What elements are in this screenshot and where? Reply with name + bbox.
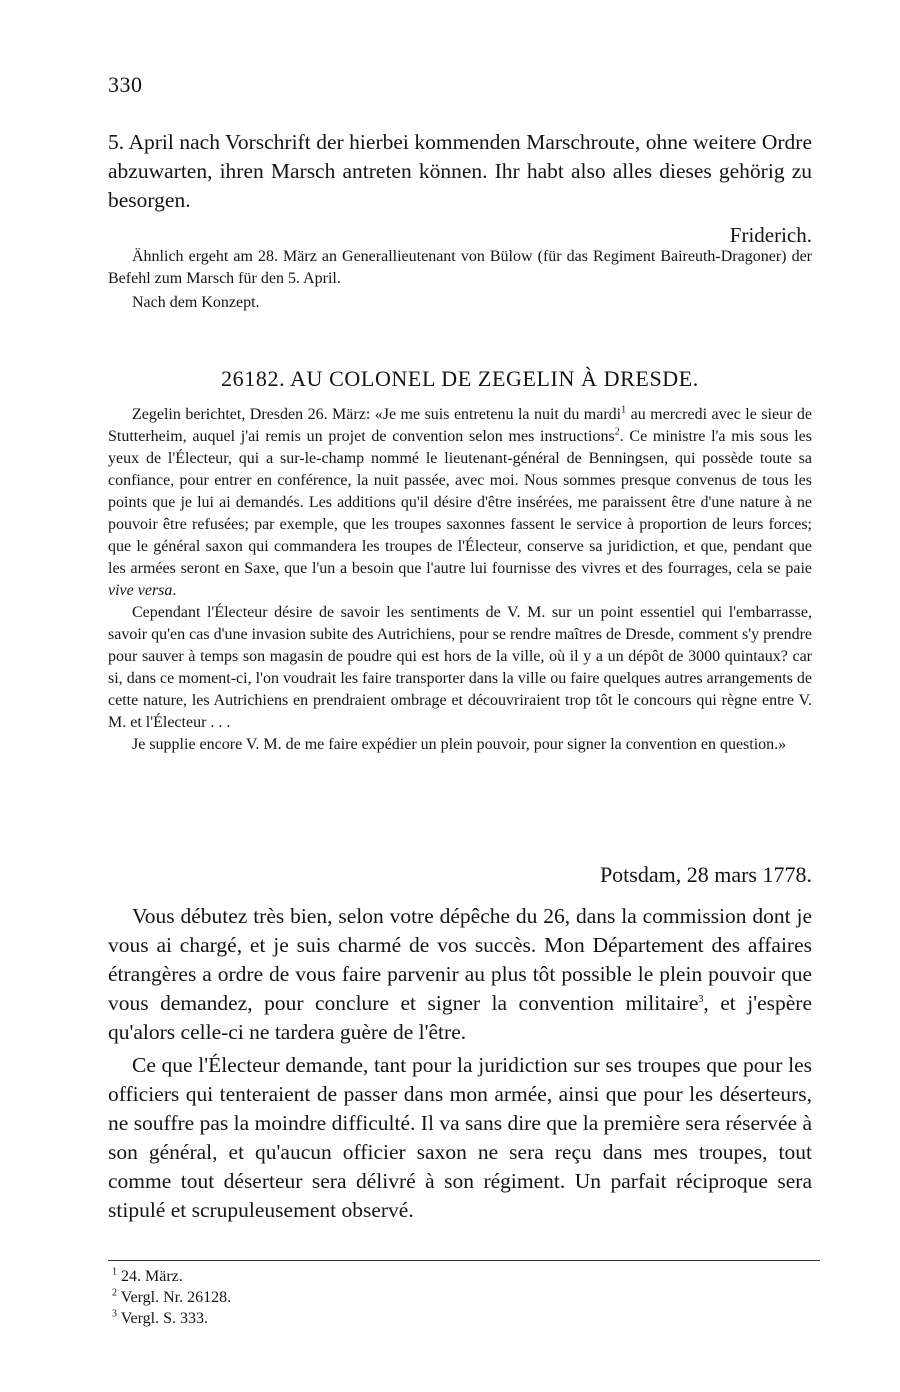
footnote-ref-2: 2 [614, 426, 620, 438]
footnote [112, 1266, 231, 1287]
note-line-1: Ähnlich ergeht am 28. März an Generallieutenant von Bülow (für das Regiment Baireuth-Dragoner) der Befehl zum Marsch für den 5. April. [108, 248, 812, 287]
footnotes [112, 1266, 231, 1329]
letter-p1-part-b: , et j'espère qu'alors celle-ci ne tardera guère de l'être. [108, 991, 812, 1044]
top-letter [108, 128, 812, 250]
footnote-number: 1 [112, 1266, 117, 1278]
report-paragraph-2: Cependant l'Électeur désire de savoir les sentiments de V. M. sur un point essentiel qui l'embarrasse, savoir qu'en cas d'une invasion subite des Autrichiens, pour se rendre maîtres de Dresde, comment s'y prendre pour sauver à temps son magasin de poudre qui est hors de la ville, où il y a un dépôt de 3000 quintaux? car si, dans ce moment-ci, l'on voudrait les faire transporter dans la ville ou faire quelques autres arrangements de cette nature, les Autrichiens en prendraient ombrage et découvriraient trop tôt le concours qui règne entre V. M. et l'Électeur . . . [108, 604, 812, 731]
letter-paragraph-1 [108, 902, 812, 1047]
top-letter-text: 5. April nach Vorschrift der hierbei kommenden Marschroute, ohne weitere Ordre abzuwarten, ihren Marsch antreten können. Ihr habt also alles dieses gehörig zu besorgen. [108, 130, 812, 212]
editorial-notes [108, 246, 812, 314]
footnote-text: Vergl. Nr. 26128. [120, 1289, 232, 1306]
footnote-number: 3 [112, 1308, 117, 1320]
section-heading: 26182. AU COLONEL DE ZEGELIN À DRESDE. [221, 366, 699, 391]
footnote-divider [108, 1260, 820, 1261]
report-p1-part-a: Zegelin berichtet, Dresden 26. März: «Je me suis entretenu la nuit du mardi [132, 406, 622, 423]
footnote [112, 1287, 231, 1308]
footnote-text: 24. März. [121, 1268, 183, 1285]
letter-body [108, 902, 812, 1225]
letter-paragraph-2: Ce que l'Électeur demande, tant pour la juridiction sur ses troupes que pour les officiers qui tenteraient de passer dans mon armée, ainsi que pour les déserteurs, ne souffre pas la moindre difficulté. Il va sans dire que la première sera réservée à son général, et qu'aucun officier saxon ne sera reçu dans mes troupes, tout comme tout déserteur sera délivré à son régiment. Un parfait réciproque sera stipulé et scrupuleusement observé. [108, 1053, 812, 1222]
report-p1-part-b: au mercredi avec le sieur de Stutterheim, auquel j'ai remis un projet de convention selon mes instructions [108, 406, 812, 445]
report-p1-part-c: . Ce ministre l'a mis sous les yeux de l'Électeur, qui a sur-le-champ nommé le lieutenant-général de Benningsen, qui possède toute sa confiance, pour entrer en conférence, la nuit passée, avec moi. Nous sommes presque convenus de tous les points que je lui ai demandés. Les additions qu'il désire d'être insérées, me paraissent être d'une nature à ne pouvoir être refusées; par exemple, que les troupes saxonnes fassent le service à proportion de leurs forces; que le général saxon qui commandera les troupes de l'Électeur, conserve sa juridiction, et que, pendant que les armées seront en Saxe, que l'un a besoin que l'autre lui fournisse des vivres et des fourrages, cela se paie [108, 428, 813, 577]
signature: Friderich. [729, 223, 812, 247]
report-p1-part-d: . [172, 582, 177, 599]
letter-p1-part-a: Vous débutez très bien, selon votre dépêche du 26, dans la commission dont je vous ai chargé, et je suis charmé de vos succès. Mon Département des affaires étrangères a ordre de vous faire parvenir au plus tôt possible le plein pouvoir que vous demandez, pour conclure et signer la convention militaire [108, 904, 812, 1015]
footnote-number: 2 [112, 1287, 117, 1299]
report-p1-italic: vive versa [108, 582, 173, 599]
note-line-2: Nach dem Konzept. [132, 294, 260, 311]
report-paragraph-3: Je supplie encore V. M. de me faire expédier un plein pouvoir, pour signer la convention en question.» [132, 736, 787, 753]
page-number: 330 [108, 72, 143, 97]
footnote-ref-3: 3 [698, 993, 704, 1005]
footnote [112, 1308, 231, 1329]
report-summary [108, 404, 812, 756]
dateline: Potsdam, 28 mars 1778. [599, 862, 812, 887]
footnote-text: Vergl. S. 333. [120, 1310, 208, 1327]
report-paragraph-1 [108, 404, 812, 602]
footnote-ref-1: 1 [621, 404, 627, 416]
